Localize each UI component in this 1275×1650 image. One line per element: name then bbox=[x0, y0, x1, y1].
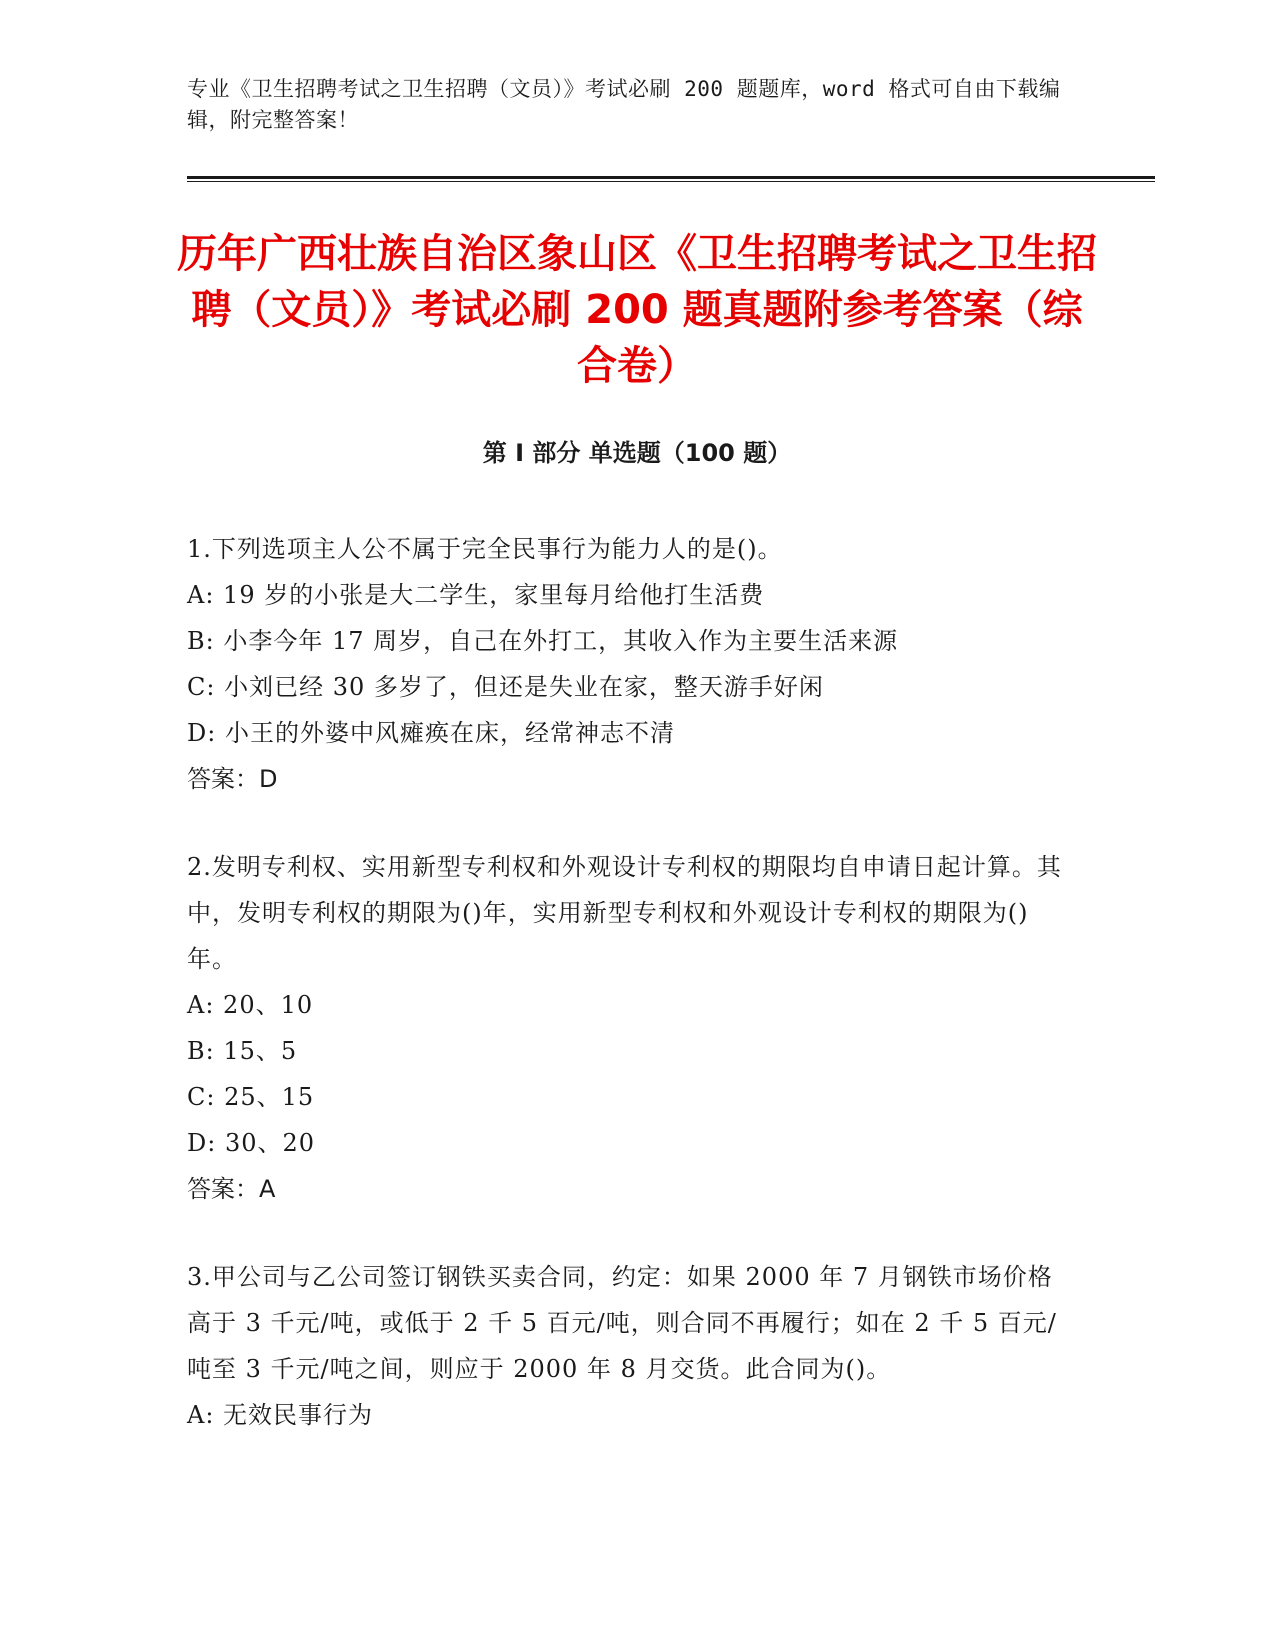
question-1 bbox=[187, 526, 1072, 802]
option-a: A: 20、10 bbox=[187, 991, 314, 1019]
header-divider-thick bbox=[187, 176, 1155, 179]
answer: 答案：D bbox=[187, 765, 278, 793]
answer: 答案：A bbox=[187, 1175, 276, 1203]
option-d: D: 30、20 bbox=[187, 1129, 316, 1157]
question-stem: 1.下列选项主人公不属于完全民事行为能力人的是()。 bbox=[187, 535, 783, 563]
header-divider-thin bbox=[187, 181, 1155, 182]
option-c: C: 25、15 bbox=[187, 1083, 315, 1111]
header-note: 专业《卫生招聘考试之卫生招聘（文员）》考试必刷 200 题题库，word 格式可自由下载编辑，附完整答案！ bbox=[187, 77, 1061, 132]
option-d: D: 小王的外婆中风瘫痪在床，经常神志不清 bbox=[187, 719, 675, 747]
option-b: B: 小李今年 17 周岁，自己在外打工，其收入作为主要生活来源 bbox=[187, 627, 899, 655]
option-b: B: 15、5 bbox=[187, 1037, 298, 1065]
option-a: A: 无效民事行为 bbox=[187, 1401, 374, 1429]
question-3 bbox=[187, 1254, 1072, 1438]
document-title: 历年广西壮族自治区象山区《卫生招聘考试之卫生招聘（文员）》考试必刷 200 题真题附参考答案（综合卷） bbox=[177, 231, 1097, 389]
option-a: A: 19 岁的小张是大二学生，家里每月给他打生活费 bbox=[187, 581, 765, 609]
question-2 bbox=[187, 844, 1072, 1212]
question-stem: 2.发明专利权、实用新型专利权和外观设计专利权的期限均自申请日起计算。其中，发明专利权的期限为()年，实用新型专利权和外观设计专利权的期限为()年。 bbox=[187, 853, 1062, 973]
option-c: C: 小刘已经 30 多岁了，但还是失业在家，整天游手好闲 bbox=[187, 673, 824, 701]
question-list bbox=[187, 526, 1072, 1438]
section-heading: 第 I 部分 单选题（100 题） bbox=[482, 439, 792, 467]
spacer bbox=[187, 802, 1072, 844]
spacer bbox=[187, 1212, 1072, 1254]
question-stem: 3.甲公司与乙公司签订钢铁买卖合同，约定：如果 2000 年 7 月钢铁市场价格高于 3 千元/吨，或低于 2 千 5 百元/吨，则合同不再履行；如在 2 千 5 百元/吨至 3 千元/吨之间，则应于 2000 年 8 月交货。此合同为()。 bbox=[187, 1263, 1057, 1383]
